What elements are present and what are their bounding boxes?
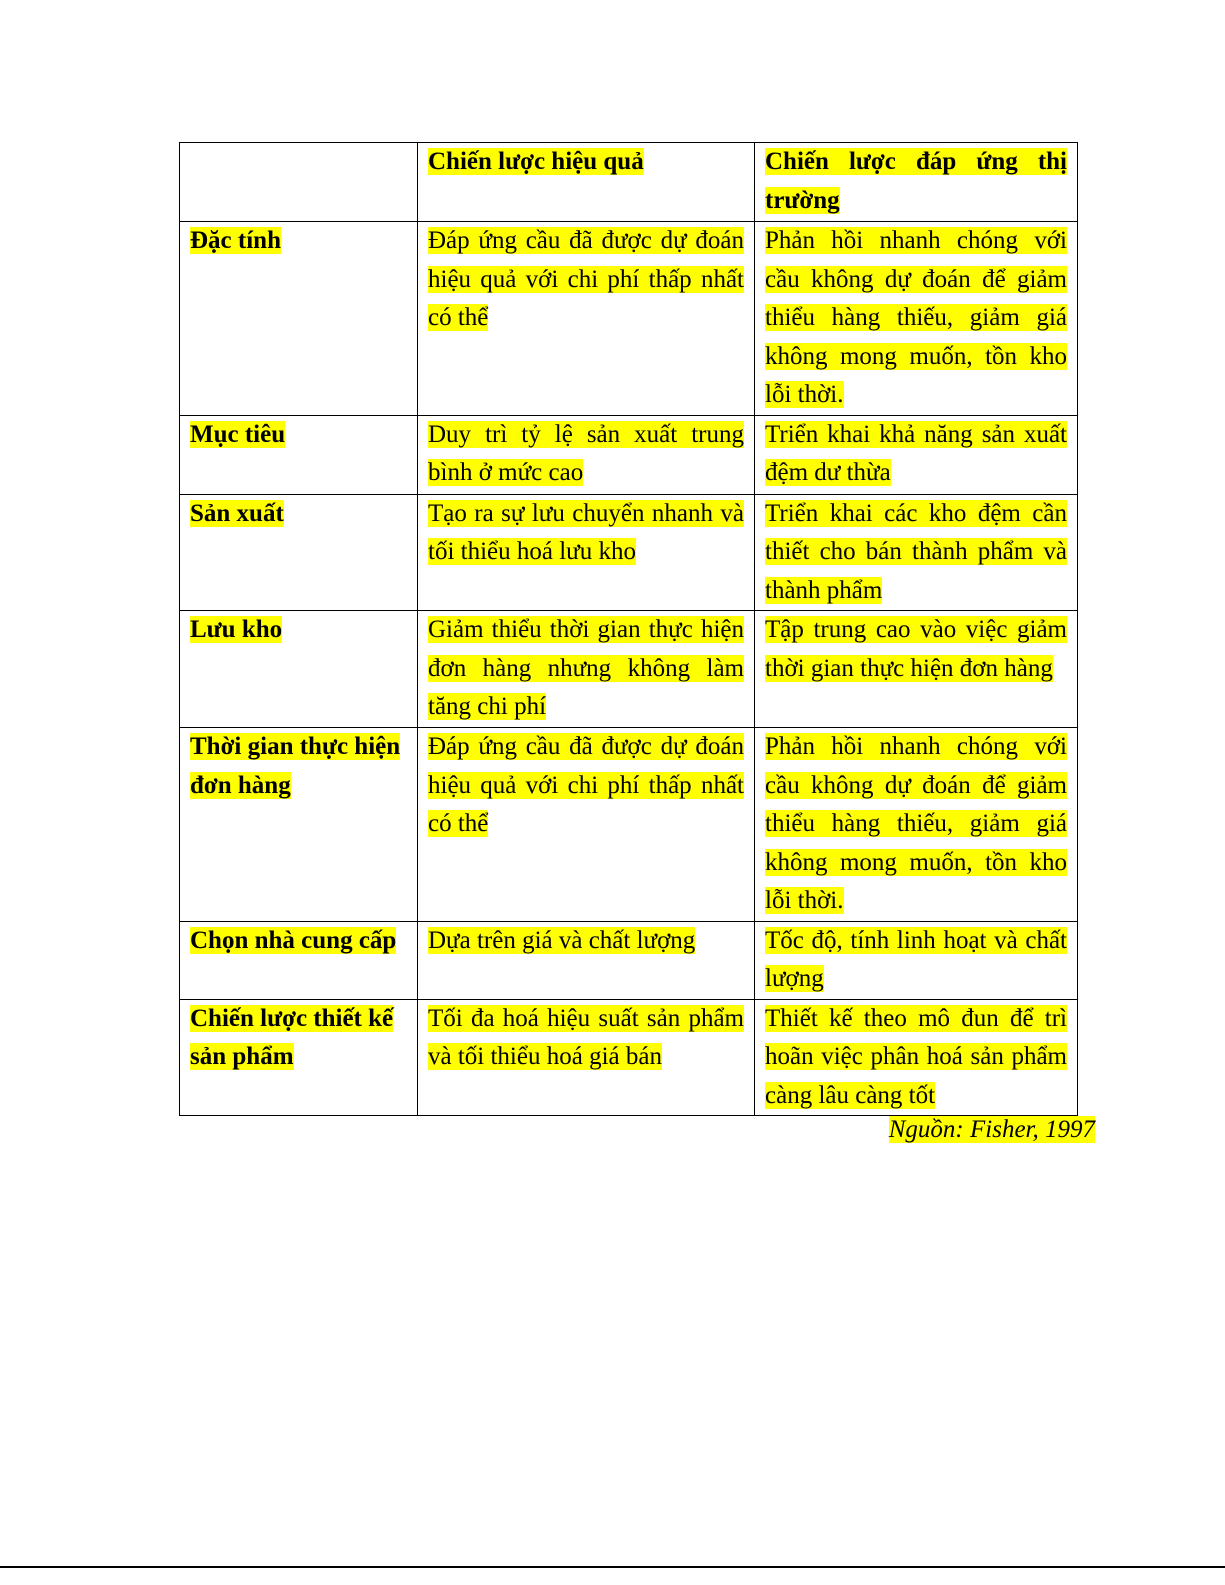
row-label: Mục tiêu <box>180 415 418 494</box>
table-row <box>180 222 1078 416</box>
table-row <box>180 999 1078 1116</box>
table-row <box>180 921 1078 999</box>
header-responsive-strategy: Chiến lược đáp ứng thị trường <box>755 143 1078 222</box>
row-label: Chiến lược thiết kế sản phẩm <box>180 999 418 1116</box>
efficient-cell: Duy trì tỷ lệ sản xuất trung bình ở mức cao <box>418 415 755 494</box>
table-row <box>180 728 1078 922</box>
efficient-cell: Đáp ứng cầu đã được dự đoán hiệu quả với chi phí thấp nhất có thể <box>418 728 755 922</box>
efficient-cell: Đáp ứng cầu đã được dự đoán hiệu quả với chi phí thấp nhất có thể <box>418 222 755 416</box>
source-citation: Nguồn: Fisher, 1997 <box>888 1116 1095 1143</box>
table-header-row <box>180 143 1078 222</box>
row-label: Đặc tính <box>180 222 418 416</box>
responsive-cell: Phản hồi nhanh chóng với cầu không dự đoán để giảm thiểu hàng thiếu, giảm giá không mong muốn, tồn kho lỗi thời. <box>755 222 1078 416</box>
table-row <box>180 415 1078 494</box>
responsive-cell: Tốc độ, tính linh hoạt và chất lượng <box>755 921 1078 999</box>
row-label: Lưu kho <box>180 611 418 728</box>
efficient-cell: Tạo ra sự lưu chuyển nhanh và tối thiểu hoá lưu kho <box>418 494 755 611</box>
row-label: Chọn nhà cung cấp <box>180 921 418 999</box>
row-label: Thời gian thực hiện đơn hàng <box>180 728 418 922</box>
header-empty-cell <box>180 143 418 222</box>
responsive-cell: Tập trung cao vào việc giảm thời gian thực hiện đơn hàng <box>755 611 1078 728</box>
header-efficient-strategy: Chiến lược hiệu quả <box>418 143 755 222</box>
efficient-cell: Tối đa hoá hiệu suất sản phẩm và tối thiểu hoá giá bán <box>418 999 755 1116</box>
responsive-cell: Phản hồi nhanh chóng với cầu không dự đoán để giảm thiểu hàng thiếu, giảm giá không mong muốn, tồn kho lỗi thời. <box>755 728 1078 922</box>
responsive-cell: Thiết kế theo mô đun để trì hoãn việc phân hoá sản phẩm càng lâu càng tốt <box>755 999 1078 1116</box>
responsive-cell: Triển khai các kho đệm cần thiết cho bán thành phẩm và thành phẩm <box>755 494 1078 611</box>
efficient-cell: Dựa trên giá và chất lượng <box>418 921 755 999</box>
table-row <box>180 611 1078 728</box>
page-bottom-divider <box>0 1566 1225 1568</box>
responsive-cell: Triển khai khả năng sản xuất đệm dư thừa <box>755 415 1078 494</box>
row-label: Sản xuất <box>180 494 418 611</box>
efficient-cell: Giảm thiểu thời gian thực hiện đơn hàng nhưng không làm tăng chi phí <box>418 611 755 728</box>
table-row <box>180 494 1078 611</box>
comparison-table <box>179 142 1078 1116</box>
